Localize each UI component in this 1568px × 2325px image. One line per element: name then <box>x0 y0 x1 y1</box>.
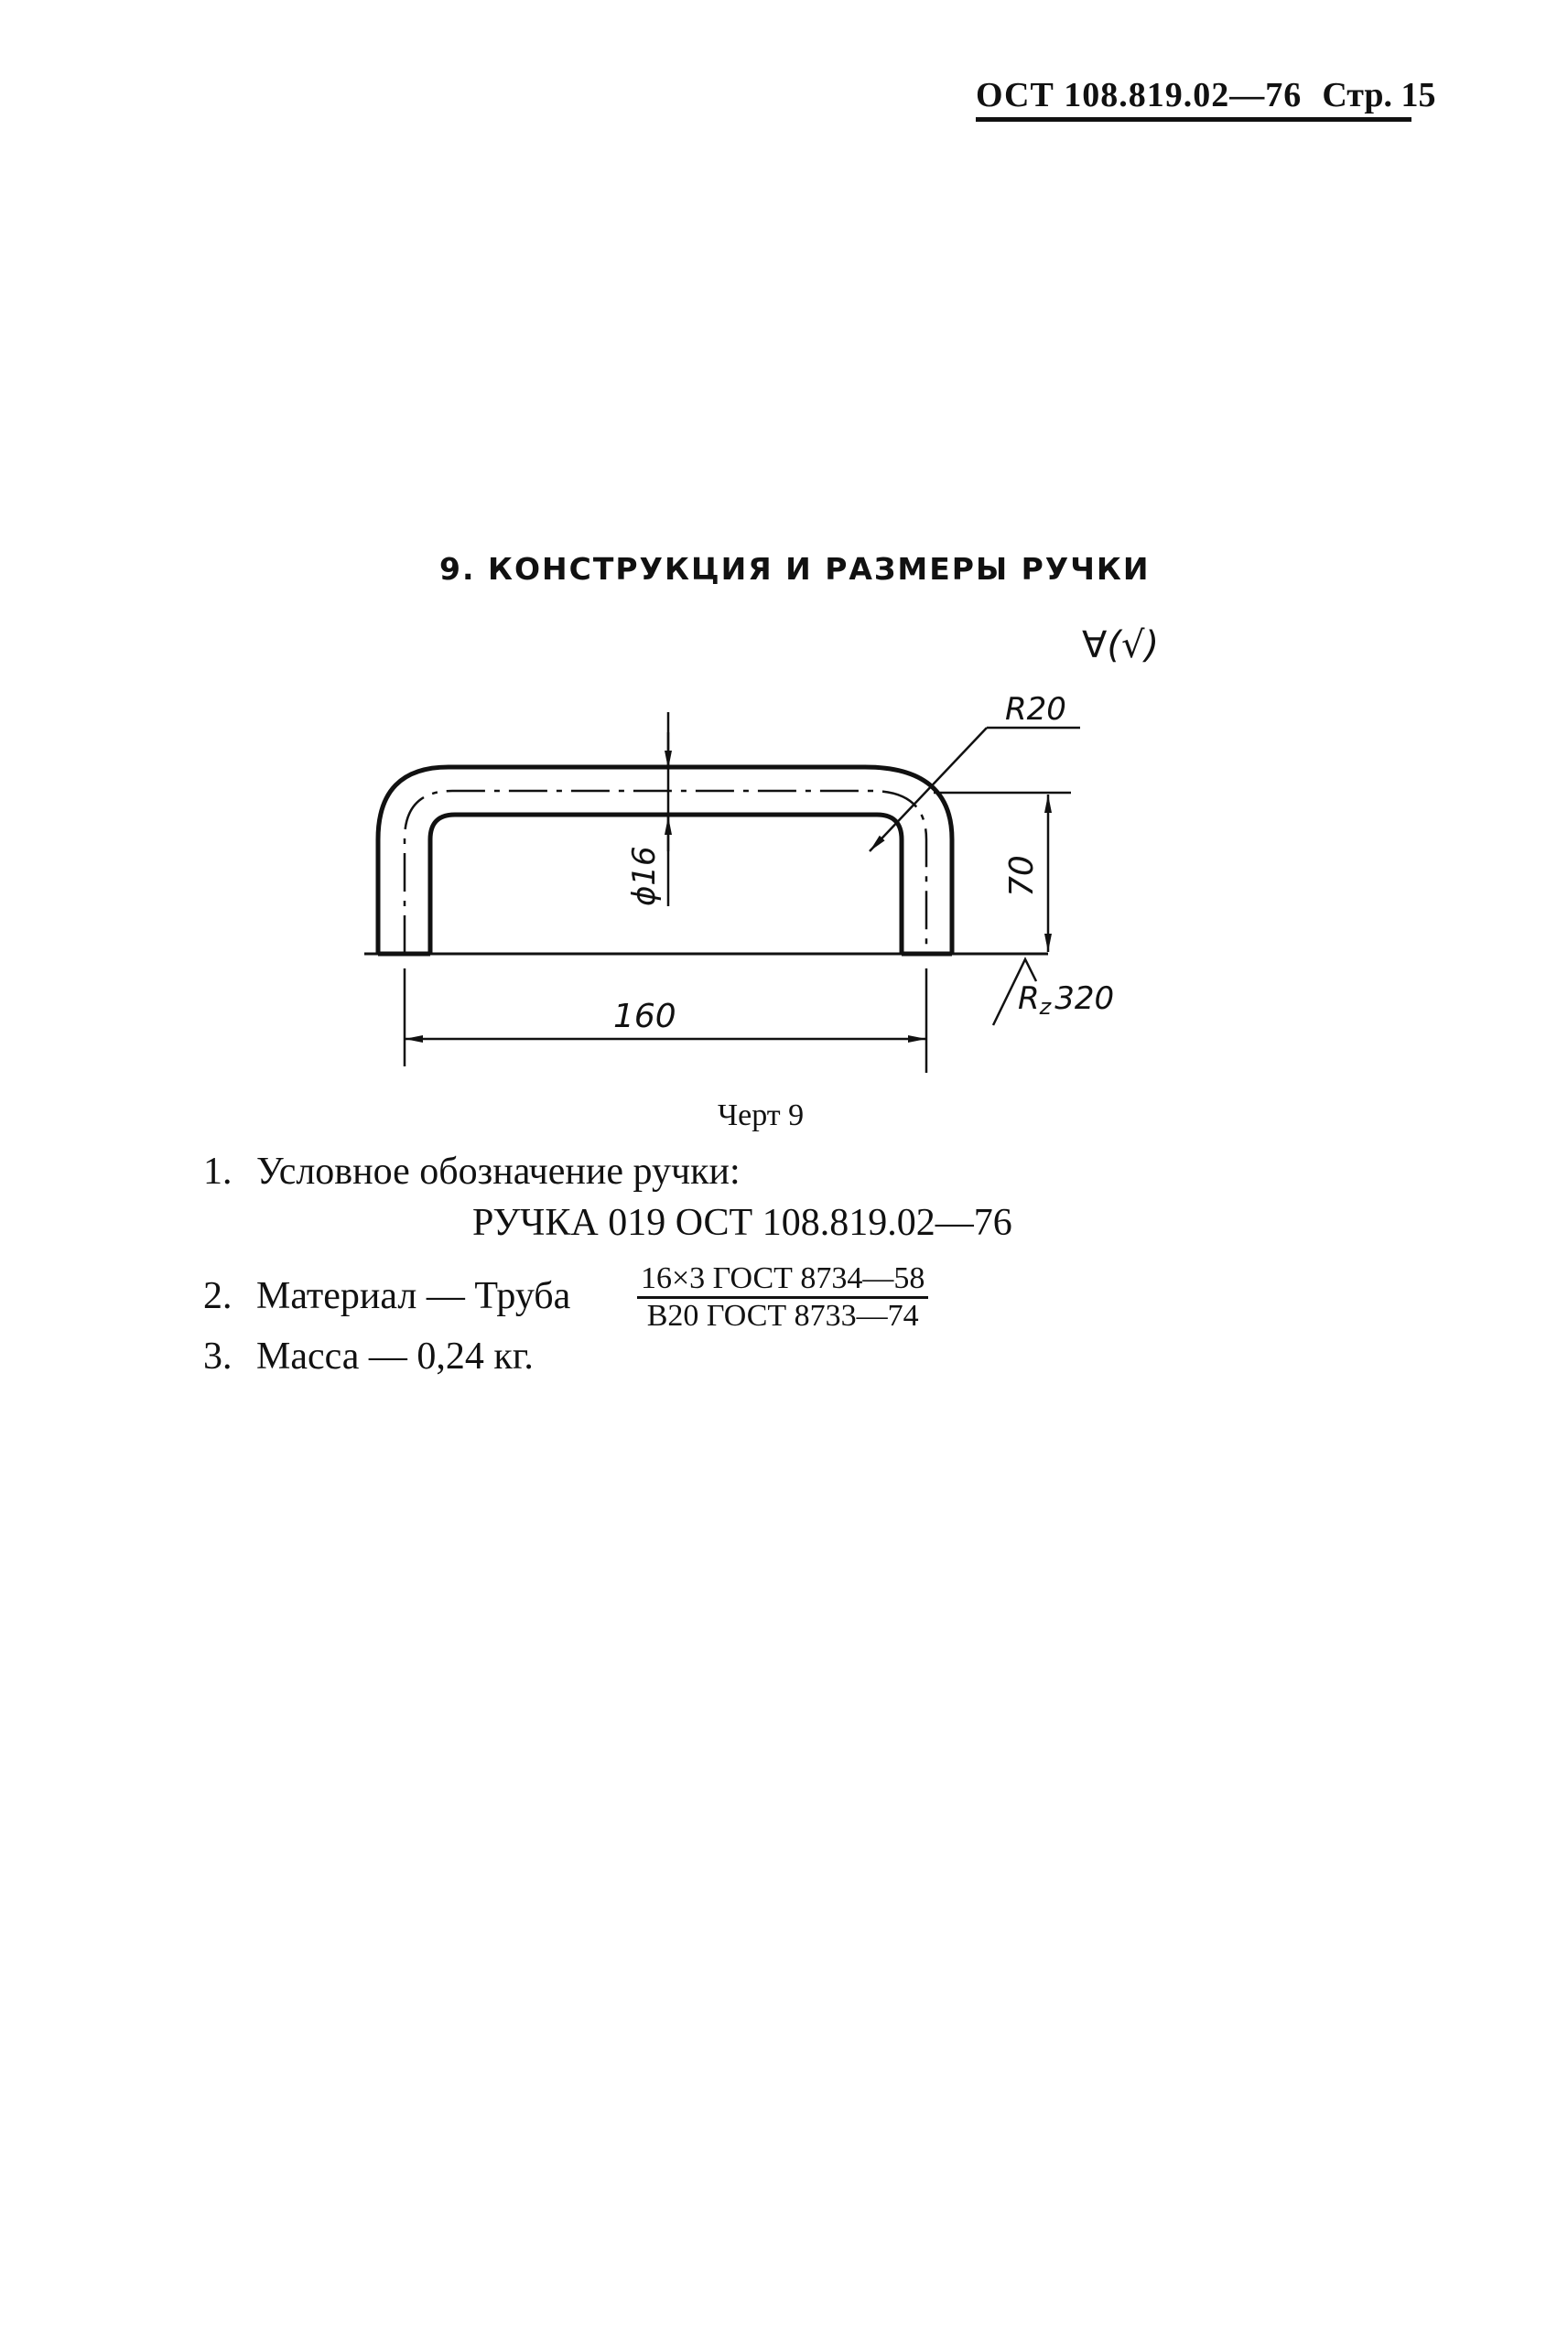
material-fraction <box>637 1261 928 1334</box>
list-item-number: 1. <box>203 1151 232 1193</box>
height-label: 70 <box>1003 855 1041 897</box>
figure-caption: Черт 9 <box>718 1098 805 1132</box>
roughness-value: 320 <box>1054 980 1115 1017</box>
section-title: 9. КОНСТРУКЦИЯ И РАЗМЕРЫ РУЧКИ <box>439 551 1151 587</box>
diameter-label: ϕ16 <box>626 846 663 906</box>
handle-designation: РУЧКА 019 ОСТ 108.819.02—76 <box>472 1202 1012 1244</box>
material-denominator: В20 ГОСТ 8733—74 <box>637 1296 928 1334</box>
radius-leader <box>870 728 987 851</box>
general-roughness-symbol: ∀(√) <box>1082 624 1160 666</box>
handle-outer-contour <box>378 767 952 954</box>
list-item <box>203 1150 741 1194</box>
list-item-text: Масса — 0,24 кг. <box>256 1336 534 1378</box>
list-item-text: Условное обозначение ручки: <box>256 1151 741 1193</box>
page-number: Стр. 15 <box>1322 76 1436 114</box>
handle-inner-contour <box>430 815 902 954</box>
roughness-subscript: z <box>1039 994 1052 1020</box>
list-item-number: 3. <box>203 1336 232 1378</box>
list-item-number: 2. <box>203 1275 232 1317</box>
radius-label: R20 <box>1005 691 1066 728</box>
list-item-text: Материал — Труба <box>256 1275 571 1317</box>
material-numerator: 16×3 ГОСТ 8734—58 <box>641 1261 925 1295</box>
roughness-prefix: R <box>1018 980 1040 1017</box>
roughness-label <box>1018 980 1114 1020</box>
width-label: 160 <box>613 998 676 1035</box>
list-item <box>203 1335 534 1379</box>
document-number: ОСТ 108.819.02—76 <box>976 76 1303 114</box>
list-item <box>203 1274 570 1318</box>
